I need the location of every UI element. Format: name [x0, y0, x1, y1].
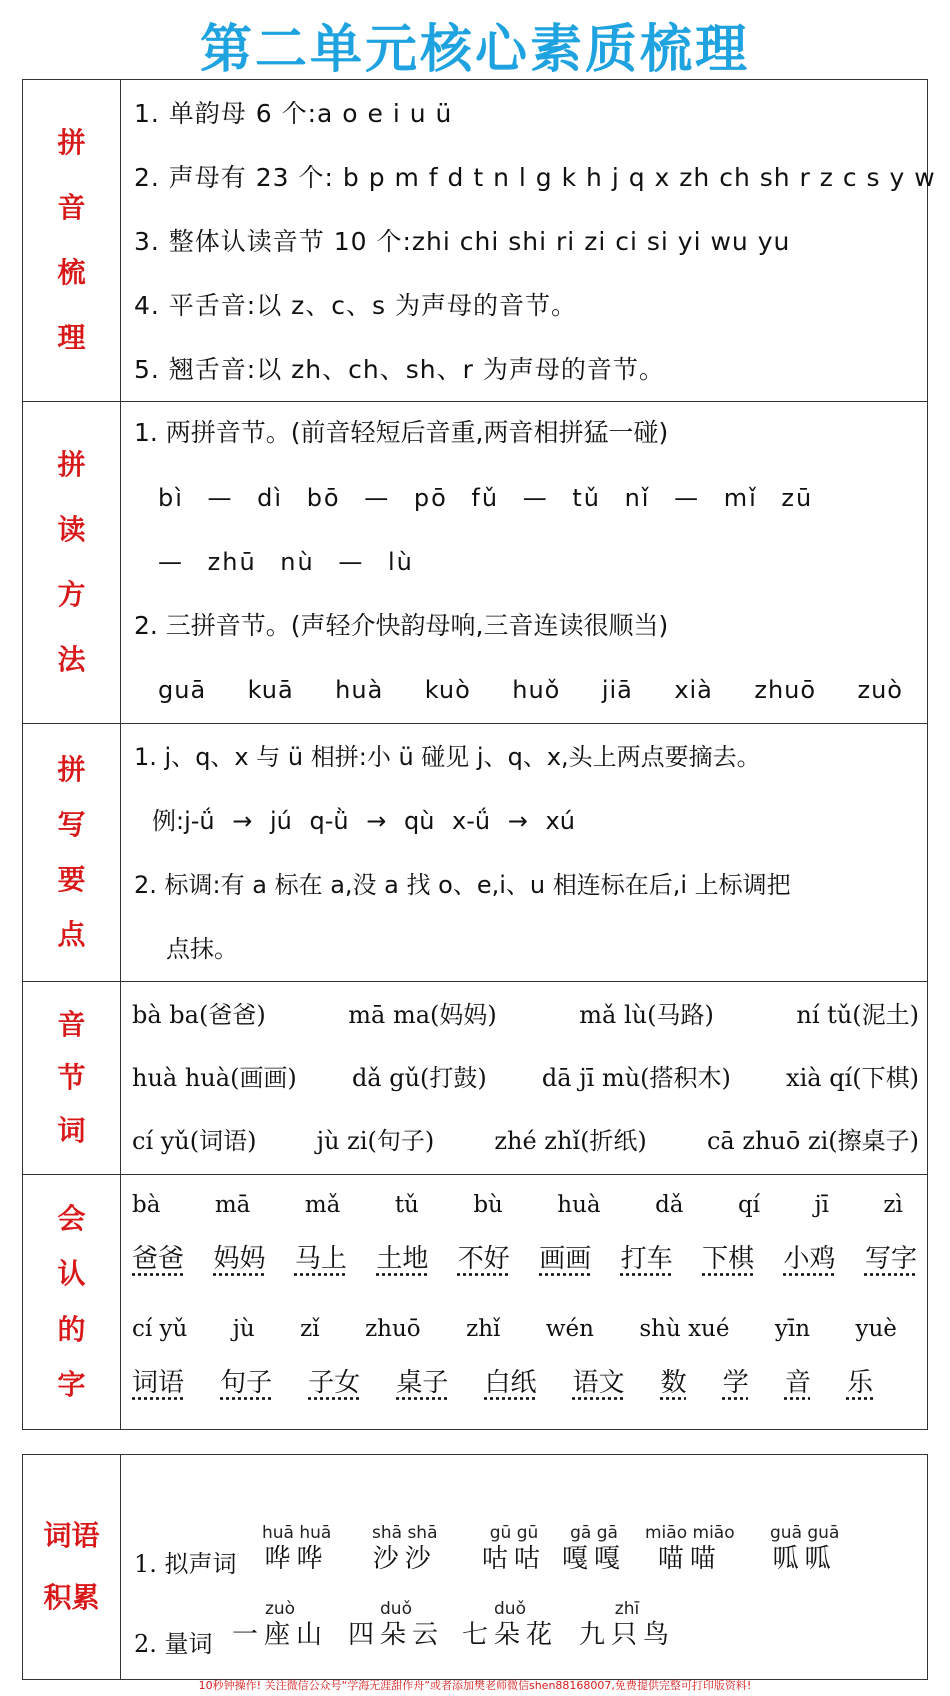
- measure-word-item: duǒ 七朵花: [462, 1599, 559, 1650]
- pinyin-line-2: 2. 声母有 23 个: b p m f d t n l g k h j q x zh ch sh r z c s y w: [134, 163, 936, 192]
- reading-line-4: 2. 三拼音节。(声轻介快韵母响,三音连读很顺当): [134, 611, 669, 640]
- writing-line-3: 2. 标调:有 a 标在 a,没 a 找 o、e,i、u 相连标在后,i 上标调把: [134, 871, 791, 899]
- measure-word-item: duǒ 四朵云: [348, 1599, 445, 1650]
- section-label: 音 节 词: [23, 982, 121, 1174]
- onomatopoeia-label: 1. 拟声词: [134, 1550, 237, 1578]
- section-pinyin: [22, 79, 936, 402]
- section-label: 会 认 的 字: [23, 1175, 121, 1429]
- words-row: cí yǔ(词语) jù zi(句子) zhé zhǐ(折纸) cā zhuō zi(擦桌子): [132, 1127, 919, 1155]
- pinyin-line-5: 5. 翘舌音:以 zh、ch、sh、r 为声母的音节。: [134, 355, 665, 384]
- section-label: 词语 积累: [23, 1455, 121, 1679]
- measure-word-item: zhī 九只鸟: [579, 1599, 676, 1650]
- onomatopoeia-item: gū gū 咕咕: [482, 1523, 547, 1574]
- pinyin-line-1: 1. 单韵母 6 个:a o e i u ü: [134, 99, 453, 128]
- recognize-hanzi-row: 爸爸 妈妈 马上 土地 不好 画画 打车 下棋 小鸡 写字: [132, 1244, 917, 1274]
- measure-word-label: 2. 量词: [134, 1630, 213, 1658]
- section-accumulate: [22, 1454, 928, 1680]
- pinyin-line-4: 4. 平舌音:以 z、c、s 为声母的音节。: [134, 291, 578, 320]
- onomatopoeia-item: shā shā 沙沙: [372, 1523, 438, 1574]
- measure-word-item: zuò 一座山: [232, 1599, 329, 1650]
- pinyin-line-3: 3. 整体认读音节 10 个:zhi chi shi ri zi ci si yi wu yu: [134, 227, 791, 256]
- section-words: [22, 981, 928, 1175]
- onomatopoeia-item: guā guā 呱呱: [770, 1523, 840, 1574]
- recognize-pinyin-row: cí yǔ jù zǐ zhuō zhǐ wén shù xué yīn yuè: [132, 1316, 897, 1342]
- section-writing: [22, 723, 928, 982]
- recognize-pinyin-row: bà mā mǎ tǔ bù huà dǎ qí jī zì: [132, 1192, 903, 1218]
- reading-line-5: guā kuā huà kuò huǒ jiā xià zhuō zuò: [158, 676, 903, 704]
- section-label: 拼 读 方 法: [23, 402, 121, 723]
- onomatopoeia-item: gā gā 嘎嘎: [562, 1523, 627, 1574]
- writing-line-4: 点抹。: [166, 935, 238, 963]
- section-recognize: [22, 1174, 928, 1430]
- reading-line-3: — zhū nù — lù: [158, 548, 414, 576]
- section-label: 拼 写 要 点: [23, 724, 121, 981]
- section-reading: [22, 401, 928, 724]
- reading-line-2: bì — dì bō — pō fǔ — tǔ nǐ — mǐ zū: [158, 484, 814, 512]
- words-row: bà ba(爸爸) mā ma(妈妈) mǎ lù(马路) ní tǔ(泥土): [132, 1001, 919, 1029]
- writing-line-1: 1. j、q、x 与 ü 相拼:小 ü 碰见 j、q、x,头上两点要摘去。: [134, 743, 761, 771]
- writing-line-2: 例:j-ǘ → jú q-ǜ → qù x-ǘ → xú: [152, 807, 575, 835]
- words-row: huà huà(画画) dǎ gǔ(打鼓) dā jī mù(搭积木) xià qí(下棋): [132, 1064, 919, 1092]
- footer-notice: 10秒钟操作! 关注微信公众号“学海无涯甜作舟”或者添加樊老师微信shen88168007,免费提供完整可打印版资料!: [198, 1679, 752, 1692]
- page-title: 第二单元核心素质梳理: [199, 20, 750, 80]
- onomatopoeia-item: miāo miāo 喵喵: [645, 1523, 735, 1574]
- onomatopoeia-item: huā huā 哗哗: [262, 1523, 332, 1574]
- reading-line-1: 1. 两拼音节。(前音轻短后音重,两音相拼猛一碰): [134, 418, 669, 447]
- recognize-hanzi-row: 词语 句子 子女 桌子 白纸 语文 数 学 音 乐: [132, 1368, 873, 1398]
- section-label: 拼 音 梳 理: [23, 80, 121, 401]
